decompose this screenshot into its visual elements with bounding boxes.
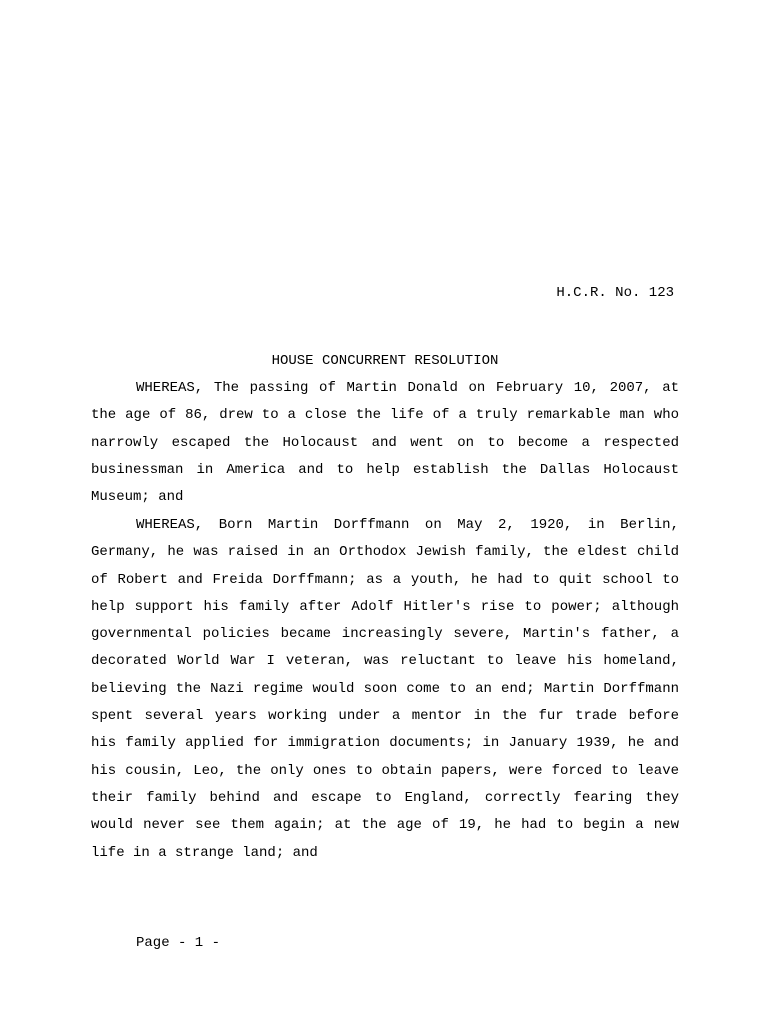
bill-number: H.C.R. No. 123 <box>556 285 674 301</box>
page-footer: Page - 1 - <box>136 935 221 951</box>
whereas-paragraph-1: WHEREAS, The passing of Martin Donald on February 10, 2007, at the age of 86, drew to a close the life of a truly remarkable man who narrowly escaped the Holocaust and went on to become a respected businessman in America and to help establish the Dallas Holocaust Museum; and <box>91 380 679 506</box>
resolution-title: HOUSE CONCURRENT RESOLUTION <box>271 353 499 369</box>
whereas-paragraph-2: WHEREAS, Born Martin Dorffmann on May 2, 1920, in Berlin, Germany, he was raised in an Orthodox Jewish family, the eldest child of Robert and Freida Dorffmann; as a youth, he had to quit school to help support his family after Adolf Hitler's rise to power; although governmental policies became increasingly severe, Martin's father, a decorated World War I veteran, was reluctant to leave his homeland, believing the Nazi regime would soon come to an end; Martin Dorffmann spent several years working under a mentor in the fur trade before his family applied for immigration documents; in January 1939, he and his cousin, Leo, the only ones to obtain papers, were forced to leave their family behind and escape to England, correctly fearing they would never see them again; at the age of 19, he had to begin a new life in a strange land; and <box>91 517 679 861</box>
